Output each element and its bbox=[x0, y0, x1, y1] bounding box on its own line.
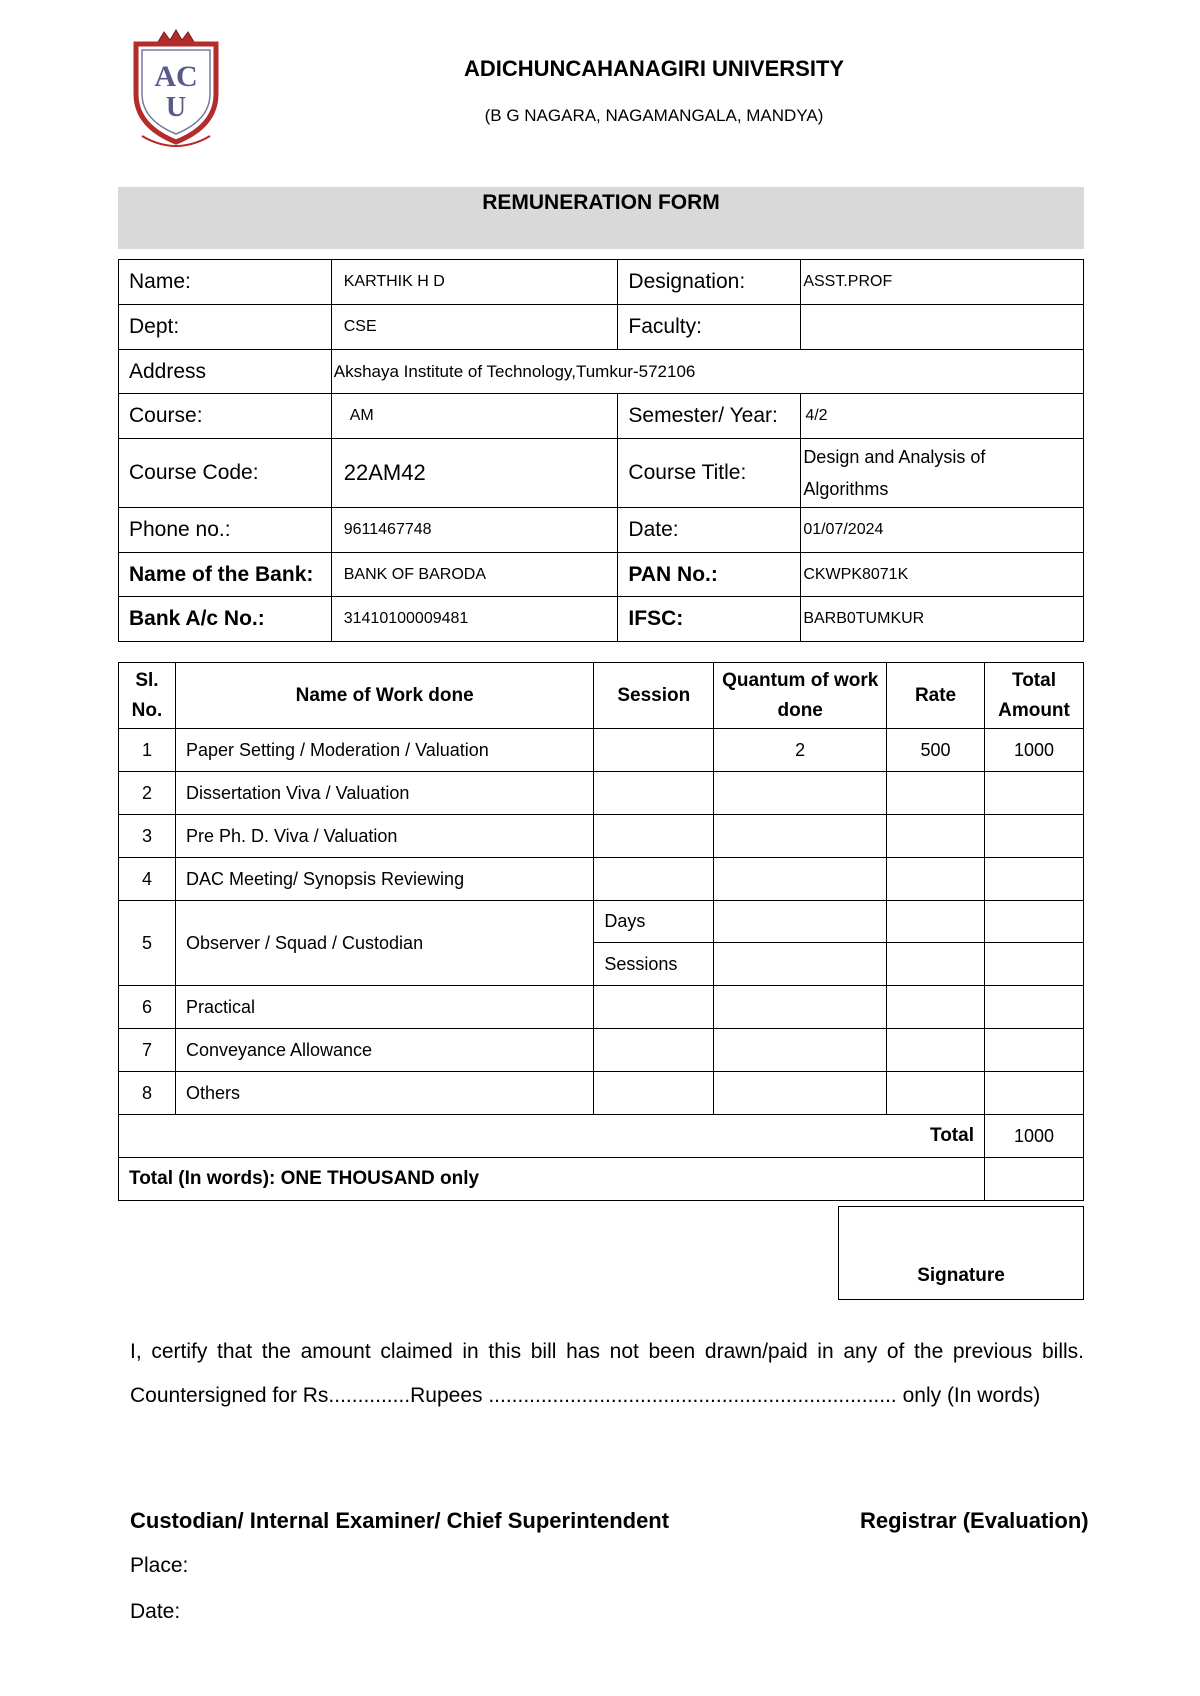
header-sl-no: Sl. No. bbox=[119, 663, 176, 729]
phone-value[interactable]: 9611467748 bbox=[331, 508, 618, 553]
course-label: Course: bbox=[119, 394, 332, 439]
row-work-name: Practical bbox=[175, 986, 593, 1029]
university-address: (B G NAGARA, NAGAMANGALA, MANDYA) bbox=[484, 106, 824, 125]
signature-label: Signature bbox=[917, 1265, 1005, 1286]
total-label: Total bbox=[119, 1115, 985, 1158]
name-value[interactable]: KARTHIK H D bbox=[331, 260, 618, 305]
row-session[interactable] bbox=[594, 815, 714, 858]
row-work-name: Dissertation Viva / Valuation bbox=[175, 772, 593, 815]
certification-text: I, certify that the amount claimed in this bill has not been drawn/paid in any of the previous bills. Countersigned for Rs..............Rupees ...................................................................... only (In words) bbox=[130, 1340, 1084, 1407]
row-session[interactable] bbox=[594, 858, 714, 901]
table-row bbox=[119, 772, 1084, 815]
faculty-value[interactable] bbox=[801, 305, 1084, 350]
course-title-label: Course Title: bbox=[618, 439, 801, 508]
footer-date-label: Date: bbox=[130, 1600, 181, 1623]
course-code-value[interactable]: 22AM42 bbox=[331, 439, 618, 508]
course-value[interactable]: AM bbox=[331, 394, 618, 439]
table-row bbox=[119, 729, 1084, 772]
row-session-sessions: Sessions bbox=[594, 943, 714, 986]
table-row bbox=[119, 1072, 1084, 1115]
account-value[interactable]: 31410100009481 bbox=[331, 597, 618, 642]
row-sl: 4 bbox=[119, 858, 176, 901]
ifsc-value[interactable]: BARB0TUMKUR bbox=[801, 597, 1084, 642]
table-row bbox=[119, 1029, 1084, 1072]
date-value[interactable]: 01/07/2024 bbox=[801, 508, 1084, 553]
row-quantum[interactable] bbox=[714, 772, 887, 815]
designation-label: Designation: bbox=[618, 260, 801, 305]
row-total[interactable] bbox=[984, 858, 1083, 901]
row-rate[interactable] bbox=[887, 1029, 985, 1072]
row-work-name: Observer / Squad / Custodian bbox=[175, 901, 593, 986]
left-signatory: Custodian/ Internal Examiner/ Chief Superintendent bbox=[130, 1508, 670, 1533]
row-sl: 8 bbox=[119, 1072, 176, 1115]
table-row bbox=[119, 986, 1084, 1029]
form-title: REMUNERATION FORM bbox=[482, 191, 720, 214]
semester-value[interactable]: 4/2 bbox=[801, 394, 1084, 439]
row-quantum[interactable] bbox=[714, 1072, 887, 1115]
row-quantum[interactable] bbox=[714, 1029, 887, 1072]
row-rate[interactable] bbox=[887, 1072, 985, 1115]
row-total[interactable] bbox=[984, 986, 1083, 1029]
row-session[interactable] bbox=[594, 772, 714, 815]
row-session[interactable] bbox=[594, 1029, 714, 1072]
row-work-name: Pre Ph. D. Viva / Valuation bbox=[175, 815, 593, 858]
row-rate[interactable] bbox=[887, 772, 985, 815]
row-work-name: DAC Meeting/ Synopsis Reviewing bbox=[175, 858, 593, 901]
total-words-blank bbox=[984, 1158, 1083, 1201]
place-label: Place: bbox=[130, 1554, 189, 1577]
row-rate-sessions[interactable] bbox=[887, 943, 985, 986]
header-rate: Rate bbox=[887, 663, 985, 729]
row-quantum[interactable] bbox=[714, 858, 887, 901]
address-label: Address bbox=[119, 350, 332, 394]
table-row bbox=[119, 901, 1084, 943]
header-session: Session bbox=[594, 663, 714, 729]
row-session[interactable] bbox=[594, 986, 714, 1029]
total-row bbox=[119, 1115, 1084, 1158]
row-total[interactable] bbox=[984, 772, 1083, 815]
row-rate[interactable]: 500 bbox=[887, 729, 985, 772]
row-total[interactable] bbox=[984, 1072, 1083, 1115]
row-total-sessions[interactable] bbox=[984, 943, 1083, 986]
account-label: Bank A/c No.: bbox=[119, 597, 332, 642]
date-label: Date: bbox=[618, 508, 801, 553]
row-session-days: Days bbox=[594, 901, 714, 943]
personal-info-table bbox=[118, 259, 1084, 642]
signature-box[interactable] bbox=[838, 1206, 1084, 1300]
designation-value[interactable]: ASST.PROF bbox=[801, 260, 1084, 305]
row-total-days[interactable] bbox=[984, 901, 1083, 943]
row-work-name: Others bbox=[175, 1072, 593, 1115]
svg-text:AC: AC bbox=[154, 60, 198, 93]
svg-text:U: U bbox=[165, 92, 187, 123]
total-words-row bbox=[119, 1158, 1084, 1201]
total-value[interactable]: 1000 bbox=[984, 1115, 1083, 1158]
row-session[interactable] bbox=[594, 729, 714, 772]
course-title-value[interactable]: Design and Analysis of Algorithms bbox=[801, 439, 1084, 508]
row-sl: 1 bbox=[119, 729, 176, 772]
row-rate[interactable] bbox=[887, 858, 985, 901]
pan-value[interactable]: CKWPK8071K bbox=[801, 553, 1084, 597]
header-work-name: Name of Work done bbox=[175, 663, 593, 729]
row-total[interactable] bbox=[984, 1029, 1083, 1072]
row-work-name: Conveyance Allowance bbox=[175, 1029, 593, 1072]
total-in-words[interactable]: Total (In words): ONE THOUSAND only bbox=[119, 1158, 985, 1201]
header-total-amount: Total Amount bbox=[984, 663, 1083, 729]
row-quantum[interactable] bbox=[714, 986, 887, 1029]
row-rate-days[interactable] bbox=[887, 901, 985, 943]
row-rate[interactable] bbox=[887, 986, 985, 1029]
row-sl: 5 bbox=[119, 901, 176, 986]
row-total[interactable]: 1000 bbox=[984, 729, 1083, 772]
row-sl: 6 bbox=[119, 986, 176, 1029]
bank-name-label: Name of the Bank: bbox=[119, 553, 332, 597]
right-signatory: Registrar (Evaluation) bbox=[860, 1508, 1089, 1533]
header-quantum: Quantum of work done bbox=[714, 663, 887, 729]
pan-label: PAN No.: bbox=[618, 553, 801, 597]
row-quantum-days[interactable] bbox=[714, 901, 887, 943]
semester-label: Semester/ Year: bbox=[618, 394, 801, 439]
address-value[interactable]: Akshaya Institute of Technology,Tumkur-572106 bbox=[331, 350, 1083, 394]
row-quantum[interactable] bbox=[714, 815, 887, 858]
row-sl: 7 bbox=[119, 1029, 176, 1072]
dept-value[interactable]: CSE bbox=[331, 305, 618, 350]
row-quantum-sessions[interactable] bbox=[714, 943, 887, 986]
row-sl: 2 bbox=[119, 772, 176, 815]
work-done-table bbox=[118, 662, 1084, 1201]
university-name: ADICHUNCAHANAGIRI UNIVERSITY bbox=[463, 56, 845, 81]
course-code-label: Course Code: bbox=[119, 439, 332, 508]
row-quantum[interactable]: 2 bbox=[714, 729, 887, 772]
phone-label: Phone no.: bbox=[119, 508, 332, 553]
row-rate[interactable] bbox=[887, 815, 985, 858]
table-row bbox=[119, 815, 1084, 858]
faculty-label: Faculty: bbox=[618, 305, 801, 350]
row-sl: 3 bbox=[119, 815, 176, 858]
ifsc-label: IFSC: bbox=[618, 597, 801, 642]
university-logo bbox=[128, 28, 224, 152]
row-work-name: Paper Setting / Moderation / Valuation bbox=[175, 729, 593, 772]
name-label: Name: bbox=[119, 260, 332, 305]
form-title-banner bbox=[118, 187, 1084, 249]
row-total[interactable] bbox=[984, 815, 1083, 858]
dept-label: Dept: bbox=[119, 305, 332, 350]
row-session[interactable] bbox=[594, 1072, 714, 1115]
table-row bbox=[119, 858, 1084, 901]
bank-name-value[interactable]: BANK OF BARODA bbox=[331, 553, 618, 597]
